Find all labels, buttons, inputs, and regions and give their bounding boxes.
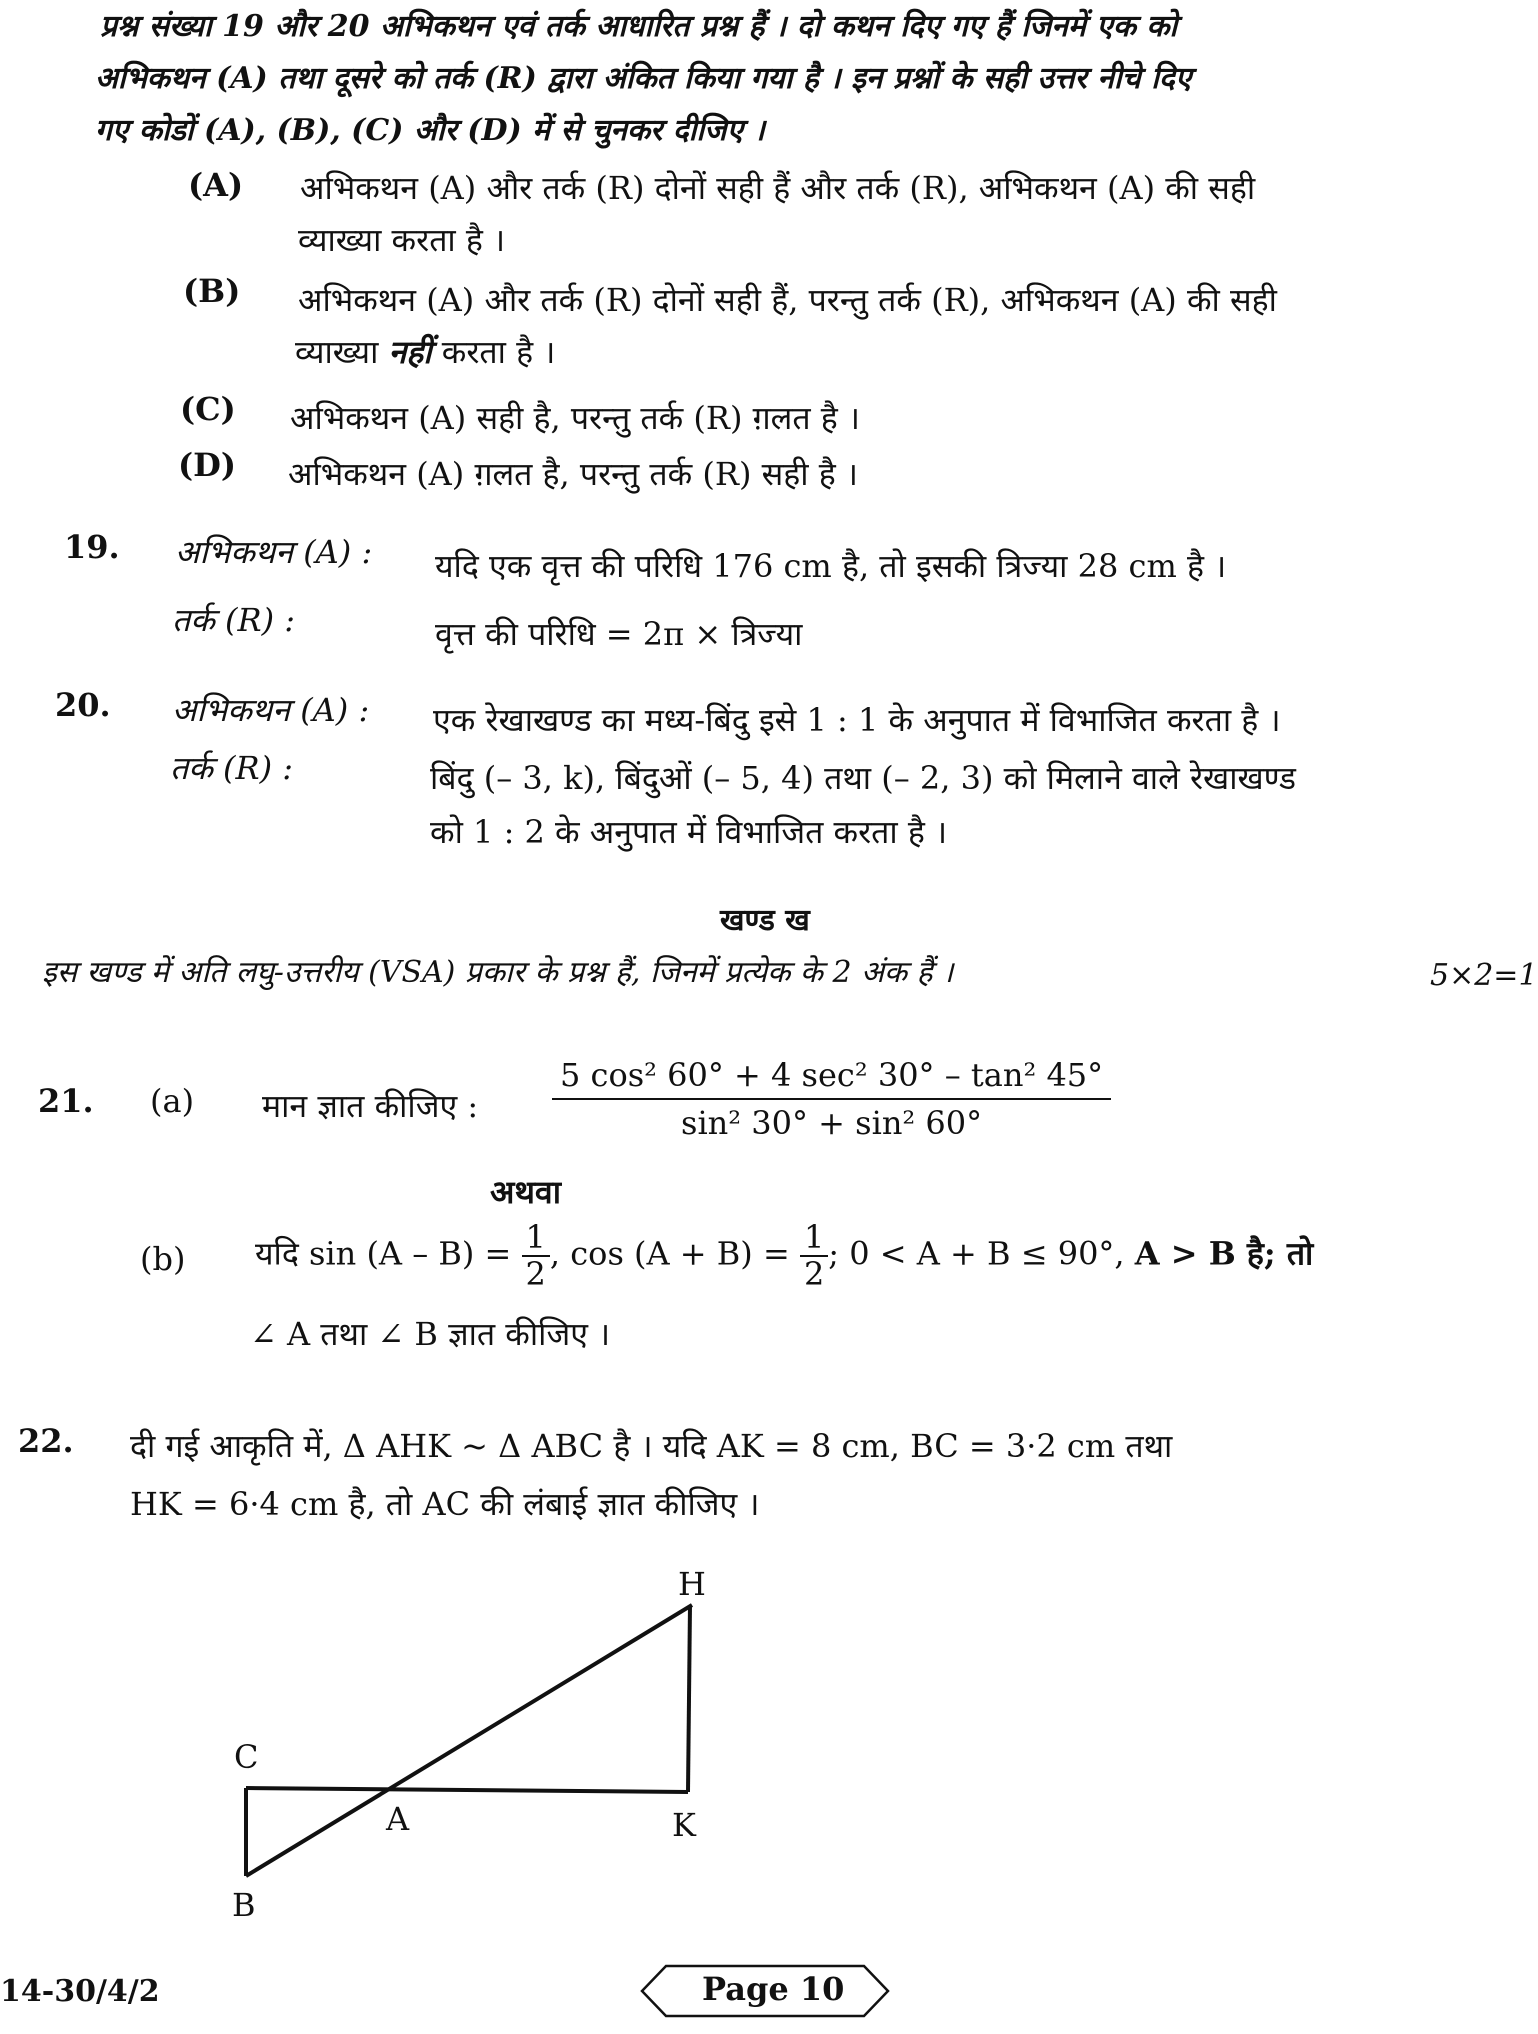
q21-denominator: sin² 30° + sin² 60° [681, 1104, 983, 1142]
page-number-badge [640, 1962, 890, 2020]
section-title: खण्ड ख [720, 903, 810, 938]
q22-line-2: HK = 6·4 cm है, तो AC की लंबाई ज्ञात कीजिए । [130, 1485, 760, 1523]
q20-assertion-text: एक रेखाखण्ड का मध्य-बिंदु इसे 1 : 1 के अनुपात में विभाजित करता है । [433, 701, 1281, 739]
code-b-vyakhya: व्याख्या [295, 333, 379, 371]
code-c-text: अभिकथन (A) सही है, परन्तु तर्क (R) ग़लत है । [290, 399, 861, 437]
q22-number: 22. [18, 1422, 74, 1460]
paper-code: 14-30/4/2 [0, 1974, 160, 2009]
q19-number: 19. [64, 528, 120, 566]
label-h: H [678, 1565, 706, 1603]
q20-assertion-label: अभिकथन (A) : [172, 691, 370, 729]
q22-line-1: दी गई आकृति में, Δ AHK ~ Δ ABC है । यदि AK = 8 cm, BC = 3·2 cm तथा [130, 1427, 1173, 1465]
q21-part-a-text: मान ज्ञात कीजिए : [262, 1087, 479, 1125]
label-b: B [232, 1886, 256, 1924]
code-b-karta: करता है । [441, 333, 556, 371]
q20-reason-label: तर्क (R) : [170, 749, 294, 787]
q21-cos-text: , cos (A + B) = [549, 1234, 790, 1273]
section-description: इस खण्ड में अति लघु-उत्तरीय (VSA) प्रकार के प्रश्न हैं, जिनमें प्रत्येक के 2 अंक हैं । [42, 955, 954, 990]
code-a-label: (A) [188, 166, 244, 204]
line-h-k [688, 1605, 690, 1792]
code-a-text-1: अभिकथन (A) और तर्क (R) दोनों सही हैं और तर्क (R), अभिकथन (A) की सही [300, 169, 1256, 207]
intro-line-2: अभिकथन (A) तथा दूसरे को तर्क (R) द्वारा अंकित किया गया है । इन प्रश्नों के सही उत्तर नीचे दिए [95, 61, 1192, 96]
code-d-label: (D) [178, 446, 237, 484]
q19-assertion-label: अभिकथन (A) : [175, 533, 373, 571]
q21-part-a-label: (a) [150, 1082, 195, 1120]
q21-part-b-line-2: ∠ A तथा ∠ B ज्ञात कीजिए । [250, 1315, 611, 1353]
page-number: Page 10 [702, 1970, 845, 2008]
intro-line-3: गए कोडों (A), (B), (C) और (D) में से चुनकर दीजिए । [95, 113, 765, 148]
section-marks: 5×2=1 [1430, 958, 1538, 993]
q21-half-2-den: 2 [803, 1255, 825, 1294]
code-b-nahin: नहीं [388, 333, 432, 371]
code-b-text-1: अभिकथन (A) और तर्क (R) दोनों सही हैं, परन्तु तर्क (R), अभिकथन (A) की सही [298, 281, 1277, 319]
q21-half-1-den: 2 [525, 1255, 546, 1294]
q20-reason-text-2: को 1 : 2 के अनुपात में विभाजित करता है । [430, 813, 948, 851]
q19-assertion-text: यदि एक वृत्त की परिधि 176 cm है, तो इसकी त्रिज्या 28 cm है । [435, 547, 1227, 585]
q20-reason-text-1: बिंदु (– 3, k), बिंदुओं (– 5, 4) तथा (– 2, 3) को मिलाने वाले रेखाखण्ड [430, 759, 1297, 797]
line-c-k [246, 1788, 688, 1792]
q21-part-b-label: (b) [140, 1240, 186, 1278]
q19-reason-label: तर्क (R) : [172, 601, 296, 639]
q21-half-2-num: 1 [800, 1220, 828, 1257]
q21-condition-text: A > B है; तो [1134, 1234, 1314, 1273]
q21-number: 21. [38, 1082, 94, 1120]
code-a-text-2: व्याख्या करता है । [298, 221, 506, 259]
q21-half-1-num: 1 [522, 1220, 550, 1257]
label-k: K [672, 1806, 696, 1844]
label-c: C [234, 1738, 259, 1776]
q20-number: 20. [55, 686, 111, 724]
code-d-text: अभिकथन (A) ग़लत है, परन्तु तर्क (R) सही है । [288, 455, 859, 493]
q21-sin-text: यदि sin (A – B) = [255, 1234, 512, 1273]
q19-reason-text: वृत्त की परिधि = 2π × त्रिज्या [435, 615, 803, 653]
code-c-label: (C) [180, 390, 236, 428]
label-a: A [386, 1800, 410, 1838]
code-b-label: (B) [183, 272, 241, 310]
q21-range-text: ; 0 < A + B ≤ 90°, [828, 1234, 1125, 1273]
q21-numerator: 5 cos² 60° + 4 sec² 30° – tan² 45° [552, 1056, 1111, 1100]
line-b-h [246, 1605, 692, 1876]
q21-or: अथवा [490, 1173, 561, 1211]
intro-line-1: प्रश्न संख्या 19 और 20 अभिकथन एवं तर्क आधारित प्रश्न हैं । दो कथन दिए गए हैं जिनमें एक को [100, 9, 1178, 44]
